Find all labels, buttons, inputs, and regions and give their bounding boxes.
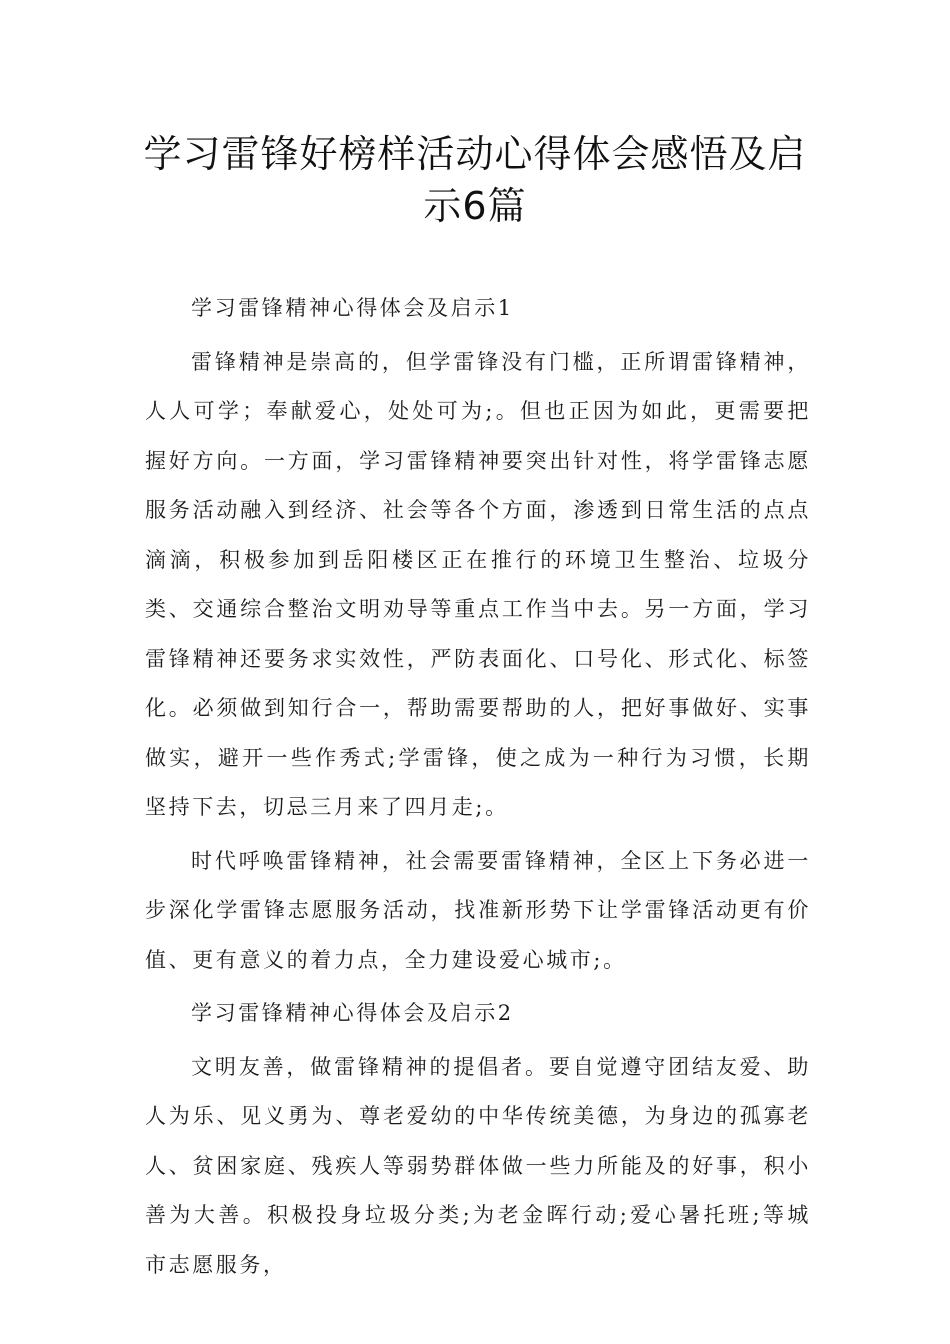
section-heading-2: 学习雷锋精神心得体会及启示2: [191, 1001, 514, 1025]
title-line-1: 学习雷锋好榜样活动心得体会感悟及启: [143, 132, 807, 176]
title-line-2: 示6篇: [423, 184, 527, 228]
paragraph-1: 雷锋精神是崇高的，但学雷锋没有门槛，正所谓雷锋精神，人人可学；奉献爱心，处处可为;。但也正因为如此，更需要把握好方向。一方面，学习雷锋精神要突出针对性，将学雷锋志愿服务活动融入到经济、社会等各个方面，渗透到日常生活的点点滴滴，积极参加到岳阳楼区正在推行的环境卫生整治、垃圾分类、交通综合整治文明劝导等重点工作当中去。另一方面，学习雷锋精神还要务求实效性，严防表面化、口号化、形式化、标签化。必须做到知行合一，帮助需要帮助的人，把好事做好、实事做实，避开一些作秀式;学雷锋，使之成为一种行为习惯，长期坚持下去，切忌三月来了四月走;。: [145, 349, 811, 819]
document-body: [145, 284, 811, 1294]
paragraph-2: 时代呼唤雷锋精神，社会需要雷锋精神，全区上下务必进一步深化学雷锋志愿服务活动，找准新形势下让学雷锋活动更有价值、更有意义的着力点，全力建设爱心城市;。: [145, 848, 811, 972]
document-title: [100, 128, 850, 232]
section-heading-1: 学习雷锋精神心得体会及启示1: [191, 296, 514, 320]
paragraph-3: 文明友善，做雷锋精神的提倡者。要自觉遵守团结友爱、助人为乐、见义勇为、尊老爱幼的中华传统美德，为身边的孤寡老人、贫困家庭、残疾人等弱势群体做一些力所能及的好事，积小善为大善。积极投身垃圾分类;为老金晖行动;爱心暑托班;等城市志愿服务，: [145, 1054, 811, 1277]
